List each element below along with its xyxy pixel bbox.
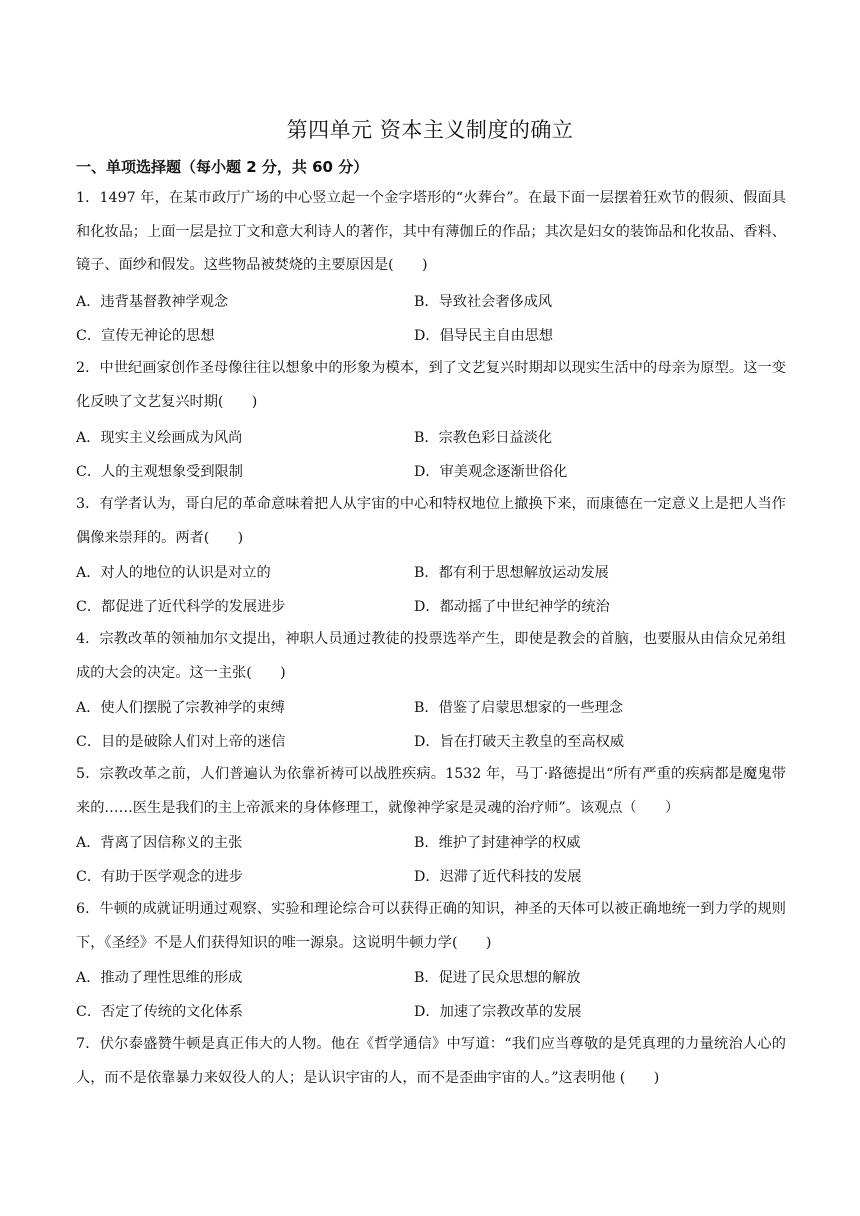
section-heading: 一、单项选择题（每小题 2 分，共 60 分）	[76, 158, 369, 176]
q4-option-d[interactable]: D．旨在打破天主教皇的至高权威	[414, 733, 625, 750]
q4-option-c[interactable]: C．目的是破除人们对上帝的迷信	[76, 733, 286, 750]
q2-option-d[interactable]: D．审美观念逐渐世俗化	[414, 463, 568, 480]
q6-option-c[interactable]: C．否定了传统的文化体系	[76, 1003, 243, 1020]
q2-option-a[interactable]: A．现实主义绘画成为风尚	[76, 429, 243, 446]
question-6-stem: 6．牛顿的成就证明通过观察、实验和理论综合可以获得正确的知识，神圣的天体可以被正确地统一到力学的规则下，《圣经》不是人们获得知识的唯一源泉。这说明牛顿力学( )	[76, 901, 786, 951]
q2-option-c[interactable]: C．人的主观想象受到限制	[76, 463, 243, 480]
q6-option-d[interactable]: D．加速了宗教改革的发展	[414, 1003, 582, 1020]
question-1-stem: 1．1497 年，在某市政厅广场的中心竖立起一个金字塔形的“火葬台”。在最下面一层摆着狂欢节的假须、假面具和化妆品；上面一层是拉丁文和意大利诗人的著作，其中有薄伽丘的作品；其次是妇女的装饰品和化妆品、香料、镜子、面纱和假发。这些物品被焚烧的主要原因是( )	[76, 190, 786, 274]
question-5-stem: 5．宗教改革之前，人们普遍认为依靠祈祷可以战胜疾病。1532 年，马丁·路德提出“所有严重的疾病都是魔鬼带来的……医生是我们的主上帝派来的身体修理工，就像神学家是灵魂的治疗师”。该观点（ ）	[76, 766, 786, 816]
q6-option-a[interactable]: A．推动了理性思维的形成	[76, 969, 243, 986]
q1-option-b[interactable]: B．导致社会奢侈成风	[414, 293, 553, 310]
q4-option-b[interactable]: B．借鉴了启蒙思想家的一些理念	[414, 699, 624, 716]
q1-option-c[interactable]: C．宣传无神论的思想	[76, 327, 215, 344]
question-2-stem: 2．中世纪画家创作圣母像往往以想象中的形象为模本，到了文艺复兴时期却以现实生活中的母亲为原型。这一变化反映了文艺复兴时期( )	[76, 360, 786, 410]
q5-option-a[interactable]: A．背离了因信称义的主张	[76, 834, 243, 851]
q5-option-d[interactable]: D．迟滞了近代科技的发展	[414, 868, 582, 885]
question-6-options	[76, 960, 786, 1028]
q3-option-a[interactable]: A．对人的地位的认识是对立的	[76, 564, 271, 581]
q1-option-d[interactable]: D．倡导民主自由思想	[414, 327, 554, 344]
question-3-options	[76, 555, 786, 623]
q3-option-b[interactable]: B．都有利于思想解放运动发展	[414, 564, 609, 581]
question-4-options	[76, 690, 786, 758]
unit-title: 第四单元 资本主义制度的确立	[286, 118, 574, 142]
q5-option-c[interactable]: C．有助于医学观念的进步	[76, 868, 243, 885]
q6-option-b[interactable]: B．促进了民众思想的解放	[414, 969, 581, 986]
q1-option-a[interactable]: A．违背基督教神学观念	[76, 293, 229, 310]
q2-option-b[interactable]: B．宗教色彩日益淡化	[414, 429, 553, 446]
question-2-options	[76, 420, 786, 488]
q3-option-d[interactable]: D．都动摇了中世纪神学的统治	[414, 598, 610, 615]
q3-option-c[interactable]: C．都促进了近代科学的发展进步	[76, 598, 286, 615]
q4-option-a[interactable]: A．使人们摆脱了宗教神学的束缚	[76, 699, 285, 716]
question-3-stem: 3．有学者认为，哥白尼的革命意味着把人从宇宙的中心和特权地位上撤换下来，而康德在一定意义上是把人当作偶像来崇拜的。两者( )	[76, 496, 786, 546]
question-1-options	[76, 284, 786, 352]
question-5-options	[76, 825, 786, 893]
q5-option-b[interactable]: B．维护了封建神学的权威	[414, 834, 581, 851]
question-4-stem: 4．宗教改革的领袖加尔文提出，神职人员通过教徒的投票选举产生，即使是教会的首脑，也要服从由信众兄弟组成的大会的决定。这一主张( )	[76, 631, 786, 681]
question-7-stem: 7．伏尔泰盛赞牛顿是真正伟大的人物。他在《哲学通信》中写道：“我们应当尊敬的是凭真理的力量统治人心的人，而不是依靠暴力来奴役人的人；是认识宇宙的人，而不是歪曲宇宙的人。”这表明他 ( )	[76, 1036, 786, 1086]
